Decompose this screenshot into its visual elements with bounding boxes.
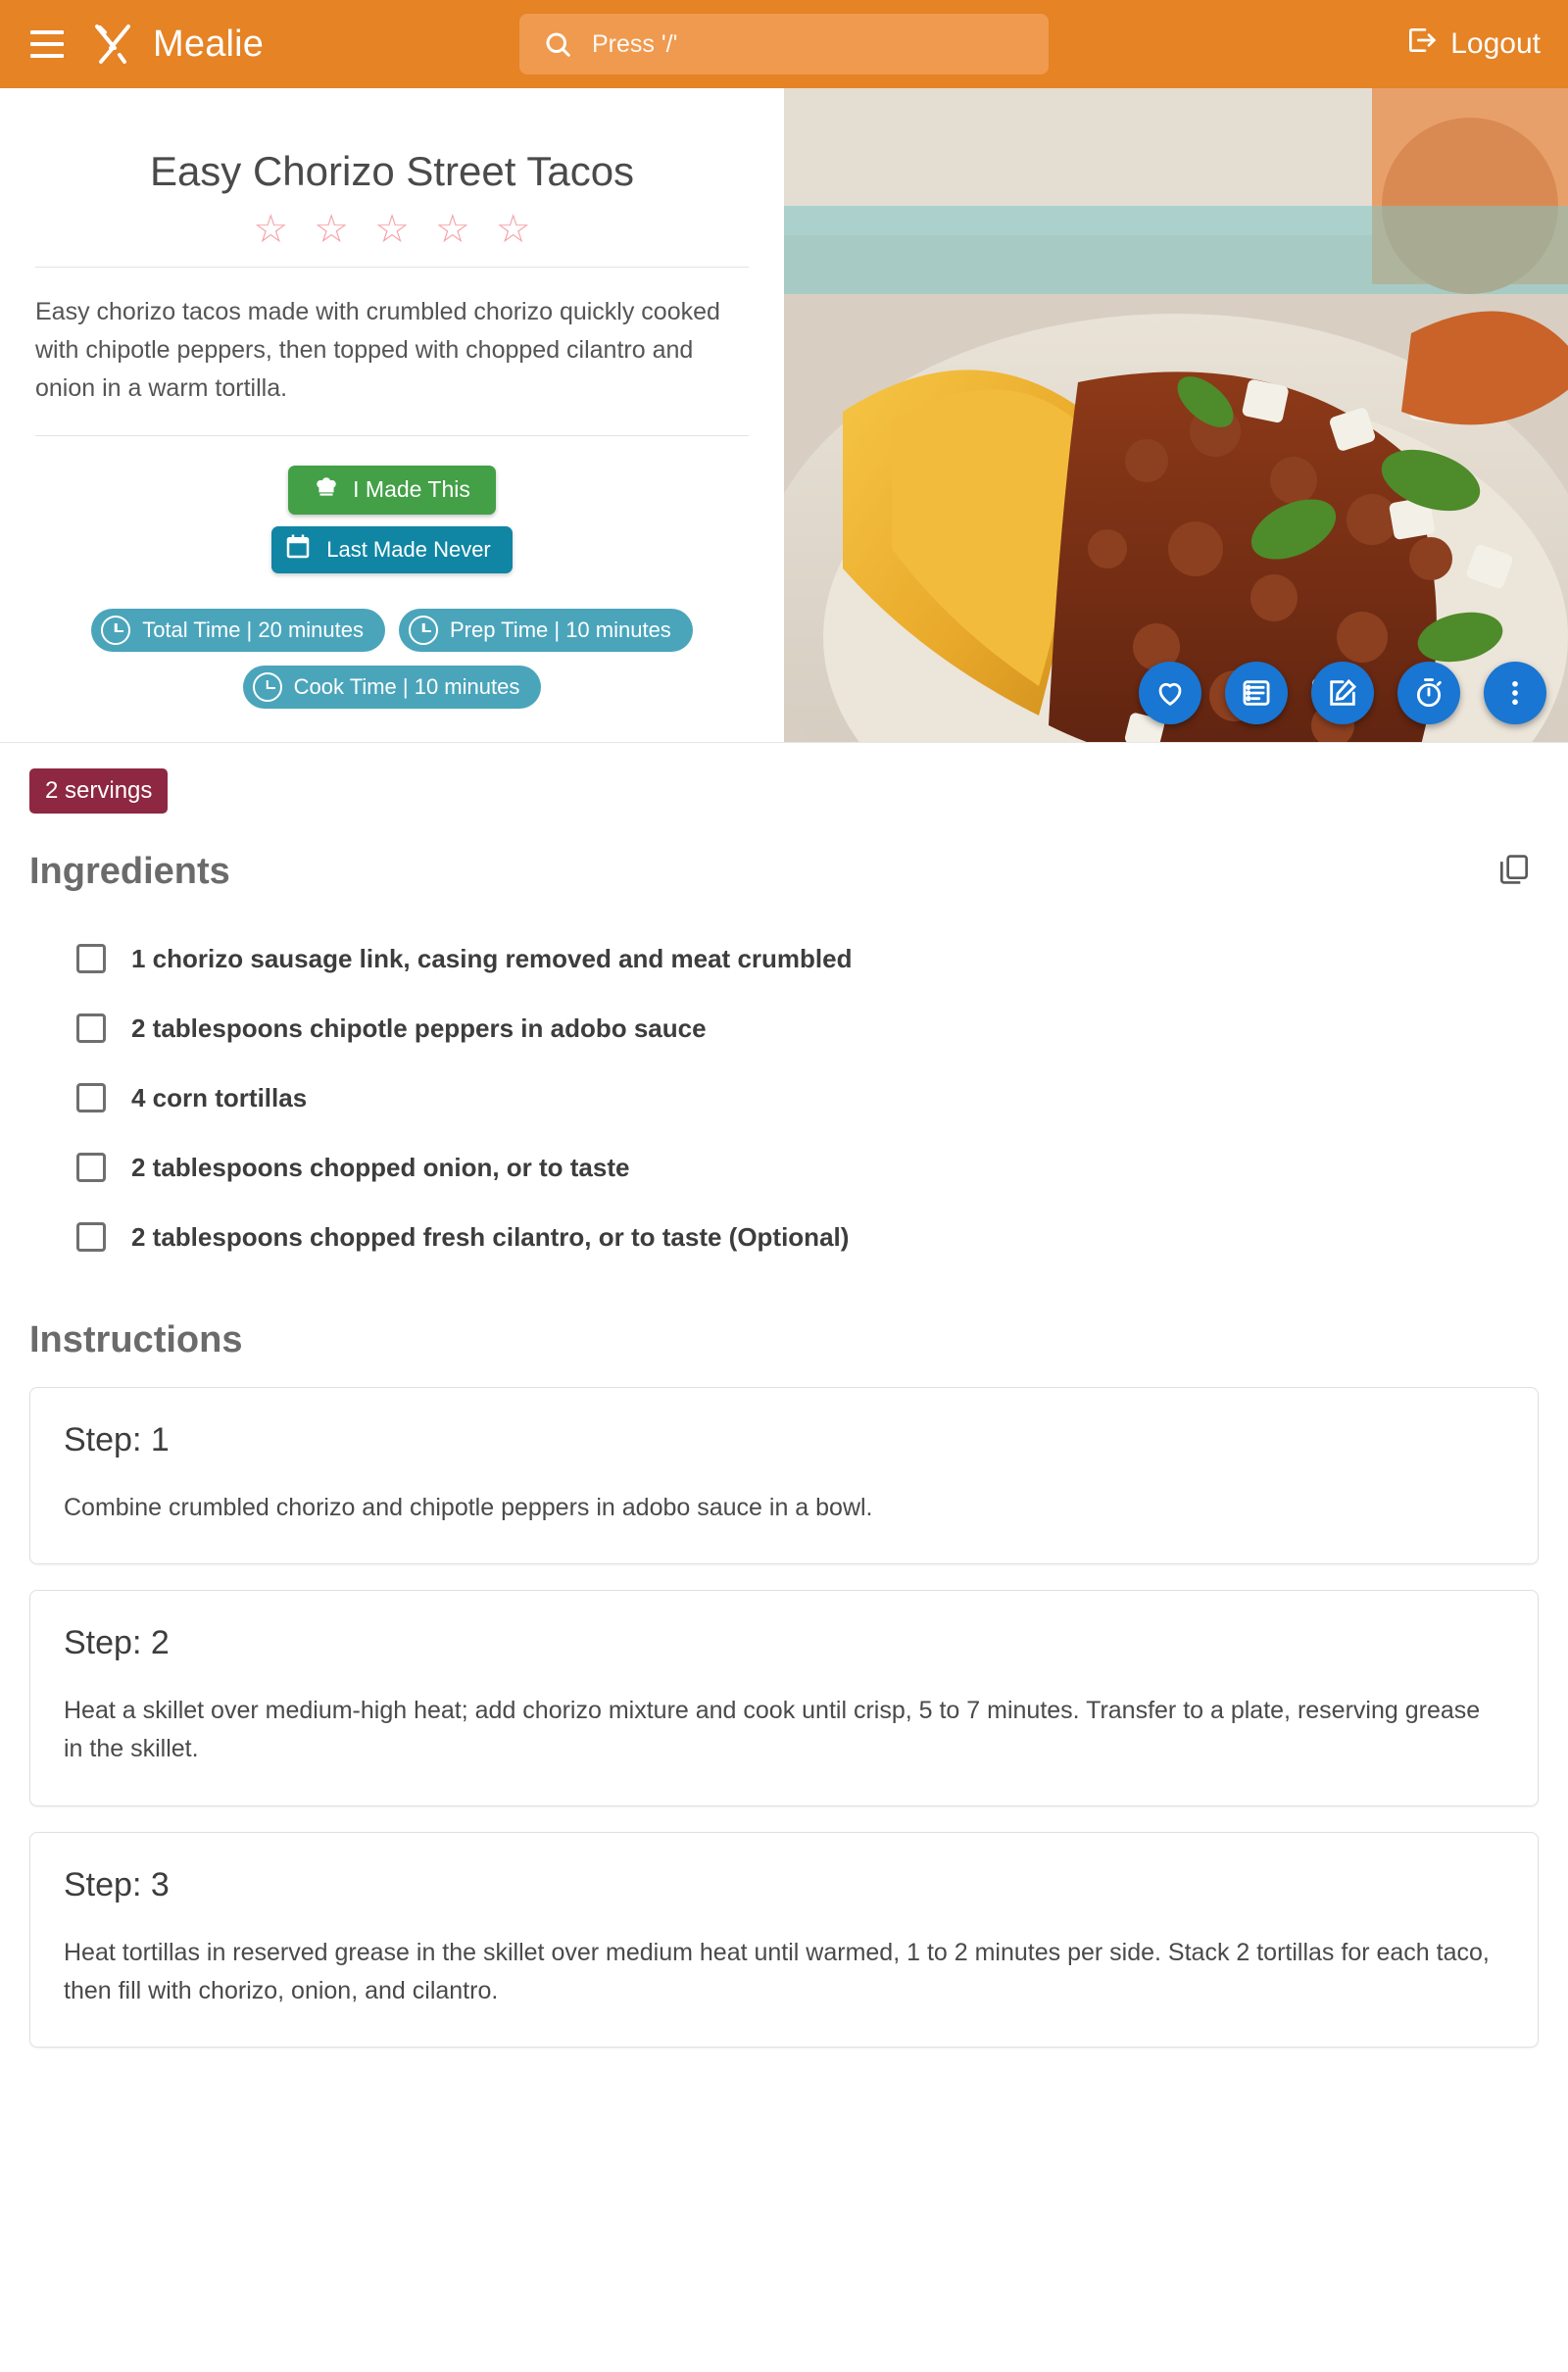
rating-stars[interactable] xyxy=(35,208,749,252)
list-item[interactable] xyxy=(29,1063,1539,1133)
list-item[interactable] xyxy=(29,1203,1539,1272)
search-icon xyxy=(543,29,572,59)
ingredient-checkbox[interactable] xyxy=(76,1222,106,1252)
star-5[interactable]: ☆ xyxy=(495,208,531,252)
step-text: Heat a skillet over medium-high heat; add chorizo mixture and cook until crisp, 5 to 7 minutes. Transfer to a plate, reserving grease in the skillet. xyxy=(64,1697,1481,1763)
step-text: Heat tortillas in reserved grease in the skillet over medium heat until warmed, 1 to 2 minutes per side. Stack 2 tortillas for each taco, then fill with chorizo, onion, and cilantro. xyxy=(64,1938,1490,2004)
app-header xyxy=(0,0,1568,88)
ingredient-label: 1 chorizo sausage link, casing removed and meat crumbled xyxy=(131,943,853,973)
ingredients-header xyxy=(29,845,1539,899)
ingredient-label: 4 corn tortillas xyxy=(131,1082,308,1112)
total-time-chip xyxy=(91,609,385,652)
step-text: Combine crumbled chorizo and chipotle peppers in adobo sauce in a bowl. xyxy=(64,1493,873,1521)
ingredient-label: 2 tablespoons chopped onion, or to taste xyxy=(131,1152,630,1182)
ingredient-checkbox[interactable] xyxy=(76,944,106,973)
search-input[interactable] xyxy=(590,29,1025,60)
recipe-image xyxy=(784,88,1568,742)
recipe-hero xyxy=(0,88,1568,743)
total-time-label: Total Time | 20 minutes xyxy=(142,617,364,642)
recipe-action-fabs xyxy=(1139,662,1546,724)
ingredient-label: 2 tablespoons chipotle peppers in adobo sauce xyxy=(131,1013,707,1043)
instructions-title: Instructions xyxy=(29,1318,243,1360)
fork-knife-logo-icon xyxy=(86,18,139,71)
app-title: Mealie xyxy=(153,23,265,65)
add-to-list-button[interactable] xyxy=(1225,662,1288,724)
more-options-button[interactable] xyxy=(1484,662,1546,724)
recipe-description: Easy chorizo tacos made with crumbled chorizo quickly cooked with chipotle peppers, then topped with chopped cilantro and onion in a warm tortilla. xyxy=(35,298,720,402)
instruction-step[interactable] xyxy=(29,1387,1539,1565)
ingredient-label: 2 tablespoons chopped fresh cilantro, or to taste (Optional) xyxy=(131,1221,850,1252)
step-title: Step: 2 xyxy=(64,1624,170,1662)
i-made-this-label: I Made This xyxy=(353,476,470,503)
step-title: Step: 1 xyxy=(64,1420,170,1458)
cook-time-label: Cook Time | 10 minutes xyxy=(293,673,520,699)
instruction-step[interactable] xyxy=(29,1590,1539,1806)
instruction-step[interactable] xyxy=(29,1832,1539,2049)
star-3[interactable]: ☆ xyxy=(374,208,410,252)
list-item[interactable] xyxy=(29,1133,1539,1203)
action-buttons xyxy=(35,466,749,573)
step-title: Step: 3 xyxy=(64,1865,170,1903)
servings-badge[interactable]: 2 servings xyxy=(29,768,168,814)
logout-icon xyxy=(1405,25,1437,64)
last-made-label: Last Made Never xyxy=(326,536,491,562)
recipe-photo xyxy=(784,88,1568,742)
calendar-icon xyxy=(283,532,313,568)
ingredients-list xyxy=(29,924,1539,1272)
ingredient-checkbox[interactable] xyxy=(76,1083,106,1112)
edit-recipe-button[interactable] xyxy=(1311,662,1374,724)
i-made-this-button[interactable] xyxy=(288,466,496,515)
logout-label: Logout xyxy=(1450,27,1541,60)
list-item[interactable] xyxy=(29,994,1539,1063)
time-chips xyxy=(35,609,749,709)
chef-hat-icon xyxy=(314,474,339,506)
favorite-heart-button[interactable] xyxy=(1139,662,1201,724)
prep-time-chip xyxy=(399,609,693,652)
page-title: Easy Chorizo Street Tacos xyxy=(149,148,635,194)
star-2[interactable]: ☆ xyxy=(314,208,350,252)
logout-button[interactable] xyxy=(1405,25,1541,64)
ingredient-checkbox[interactable] xyxy=(76,1153,106,1182)
recipe-body xyxy=(0,743,1568,2049)
copy-icon[interactable] xyxy=(1490,845,1539,899)
star-4[interactable]: ☆ xyxy=(434,208,470,252)
hamburger-menu-icon[interactable] xyxy=(22,19,73,70)
last-made-button[interactable] xyxy=(271,526,513,573)
clock-icon xyxy=(409,616,438,645)
prep-time-label: Prep Time | 10 minutes xyxy=(450,617,671,642)
timer-button[interactable] xyxy=(1397,662,1460,724)
recipe-summary-panel xyxy=(0,88,784,742)
search-bar[interactable] xyxy=(519,14,1049,74)
clock-icon xyxy=(101,616,130,645)
star-1[interactable]: ☆ xyxy=(253,208,289,252)
clock-icon xyxy=(253,672,282,702)
divider-bottom xyxy=(35,435,749,436)
ingredients-title: Ingredients xyxy=(29,850,230,892)
cook-time-chip xyxy=(243,666,542,709)
list-item[interactable] xyxy=(29,924,1539,994)
ingredient-checkbox[interactable] xyxy=(76,1013,106,1043)
